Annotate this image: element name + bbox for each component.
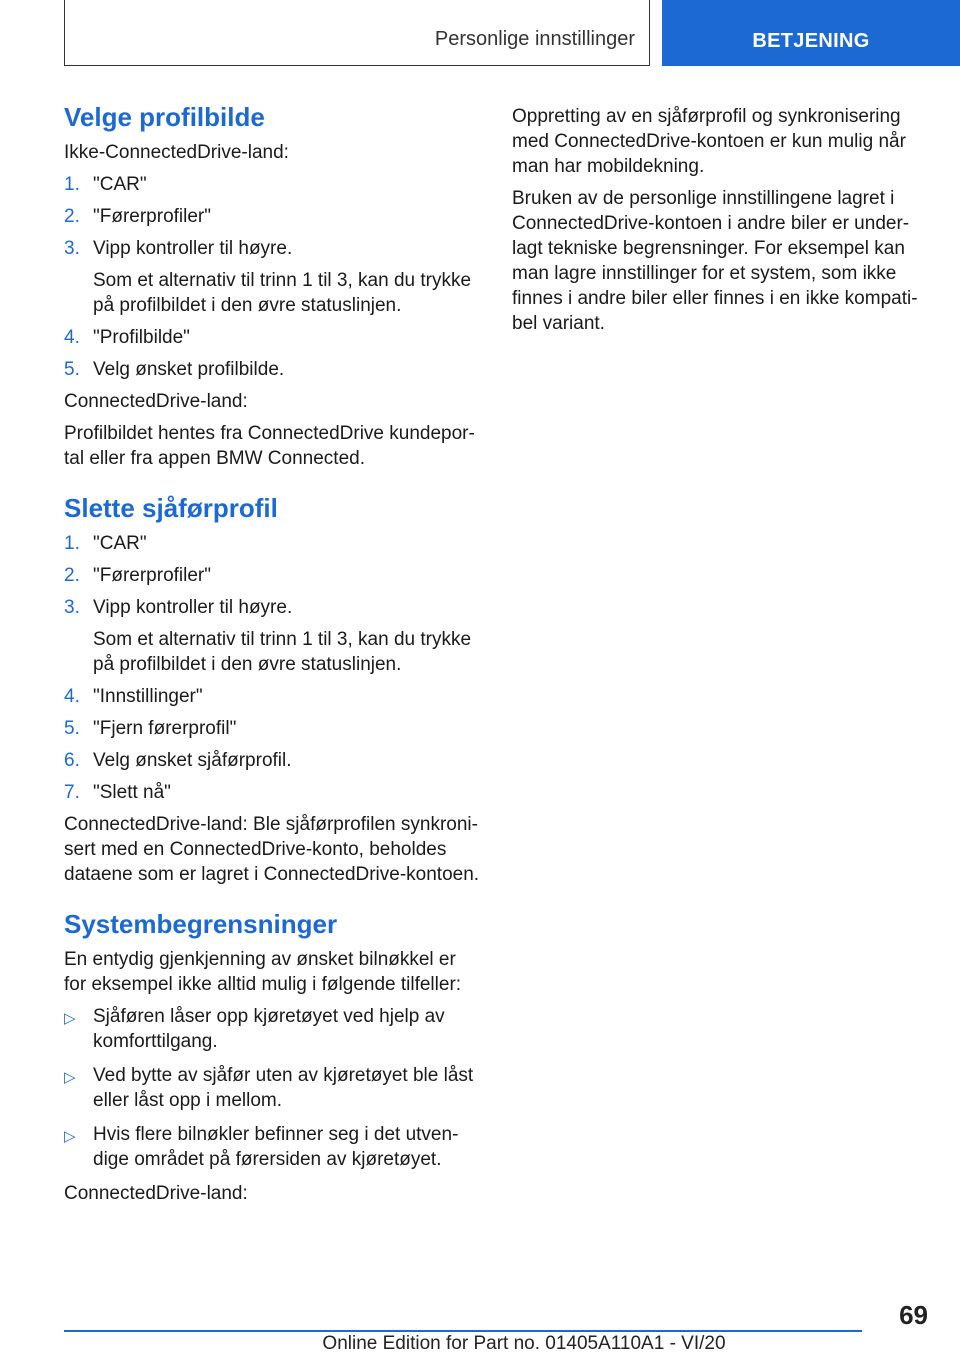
bullet-list <box>64 1004 480 1172</box>
step-text: "CAR" <box>93 533 147 554</box>
page-number: 69 <box>899 1300 928 1330</box>
paragraph: Bruken av de personlige innstillingene lagret i ConnectedDrive-kontoen i andre biler er underlagt tekniske begrensninger. For eksempel kan man lagre innstillinger for et system, som ikke finnes i andre biler eller finnes i en ikke kompatibel variant. <box>512 188 918 334</box>
list-item <box>64 1004 480 1054</box>
section-heading: Slette sjåførprofil <box>64 493 278 523</box>
step-text: "Slett nå" <box>93 782 171 803</box>
list-item <box>64 563 480 588</box>
step-note: Som et alternativ til trinn 1 til 3, kan du trykke på profilbildet i den øvre statuslinjen. <box>93 629 472 675</box>
list-item <box>64 1063 480 1113</box>
header-chapter-tab: BETJENING <box>662 0 960 66</box>
step-number: 4. <box>64 327 80 348</box>
list-item <box>64 595 480 677</box>
step-text: Vipp kontroller til høyre. <box>93 238 293 259</box>
numbered-list <box>64 172 480 382</box>
footer-edition: Online Edition for Part no. 01405A110A1 - VI/20 <box>322 1333 726 1354</box>
section-slette-sjaforprofil <box>64 491 480 887</box>
bullet-text: Ved bytte av sjåfør uten av kjøretøyet ble låst eller låst opp i mellom. <box>93 1065 474 1111</box>
footer-divider <box>64 1330 862 1332</box>
header-section-box <box>64 0 650 66</box>
paragraph: Oppretting av en sjåførprofil og synkronisering med ConnectedDrive-kontoen er kun mulig når man har mobildekning. <box>512 106 906 177</box>
numbered-list <box>64 531 480 805</box>
step-number: 6. <box>64 750 80 771</box>
step-text: Velg ønsket profilbilde. <box>93 359 285 380</box>
step-number: 5. <box>64 359 80 380</box>
bullet-text: Hvis flere bilnøkler befinner seg i det utvendige området på førersiden av kjøretøyet. <box>93 1124 459 1170</box>
list-item <box>64 716 480 741</box>
list-item <box>64 325 480 350</box>
paragraph: ConnectedDrive-land: <box>64 1183 248 1204</box>
list-item <box>64 204 480 229</box>
step-number: 3. <box>64 238 80 259</box>
step-text: "Førerprofiler" <box>93 206 211 227</box>
list-item <box>64 684 480 709</box>
step-number: 4. <box>64 686 80 707</box>
paragraph: Ikke-ConnectedDrive-land: <box>64 142 289 163</box>
list-item <box>64 531 480 556</box>
step-text: "Innstillinger" <box>93 686 203 707</box>
page-header <box>0 0 960 66</box>
step-text: Velg ønsket sjåførprofil. <box>93 750 292 771</box>
list-item <box>64 780 480 805</box>
step-text: "Fjern førerprofil" <box>93 718 237 739</box>
list-item <box>64 1122 480 1172</box>
section-velge-profilbilde <box>64 100 480 471</box>
paragraph: Profilbildet hentes fra ConnectedDrive kundeportal eller fra appen BMW Connected. <box>64 423 475 469</box>
section-heading: Velge profilbilde <box>64 102 265 132</box>
triangle-bullet-icon: ▷ <box>64 1128 76 1145</box>
section-heading: Systembegrensninger <box>64 909 338 939</box>
step-number: 1. <box>64 174 80 195</box>
triangle-bullet-icon: ▷ <box>64 1069 76 1086</box>
step-number: 2. <box>64 565 80 586</box>
step-number: 1. <box>64 533 80 554</box>
step-number: 7. <box>64 782 80 803</box>
right-column <box>512 104 918 343</box>
list-item <box>64 357 480 382</box>
left-column <box>64 100 480 1226</box>
step-number: 2. <box>64 206 80 227</box>
list-item <box>64 172 480 197</box>
bullet-text: Sjåføren låser opp kjøretøyet ved hjelp av komforttilgang. <box>93 1006 445 1052</box>
list-item <box>64 236 480 318</box>
list-item <box>64 748 480 773</box>
triangle-bullet-icon: ▷ <box>64 1010 76 1027</box>
step-number: 5. <box>64 718 80 739</box>
step-text: "CAR" <box>93 174 147 195</box>
paragraph: ConnectedDrive-land: <box>64 391 248 412</box>
paragraph: ConnectedDrive-land: Ble sjåførprofilen synkronisert med en ConnectedDrive-konto, beholdes dataene som er lagret i ConnectedDrive-kontoen. <box>64 814 480 885</box>
step-text: "Profilbilde" <box>93 327 190 348</box>
step-number: 3. <box>64 597 80 618</box>
header-section-title: Personlige innstillinger <box>434 28 635 50</box>
section-systembegrensninger <box>64 907 480 1206</box>
step-text: Vipp kontroller til høyre. <box>93 597 293 618</box>
step-text: "Førerprofiler" <box>93 565 211 586</box>
paragraph: En entydig gjenkjenning av ønsket bilnøkkel er for eksempel ikke alltid mulig i følgende tilfeller: <box>64 949 462 995</box>
step-note: Som et alternativ til trinn 1 til 3, kan du trykke på profilbildet i den øvre statuslinjen. <box>93 270 472 316</box>
